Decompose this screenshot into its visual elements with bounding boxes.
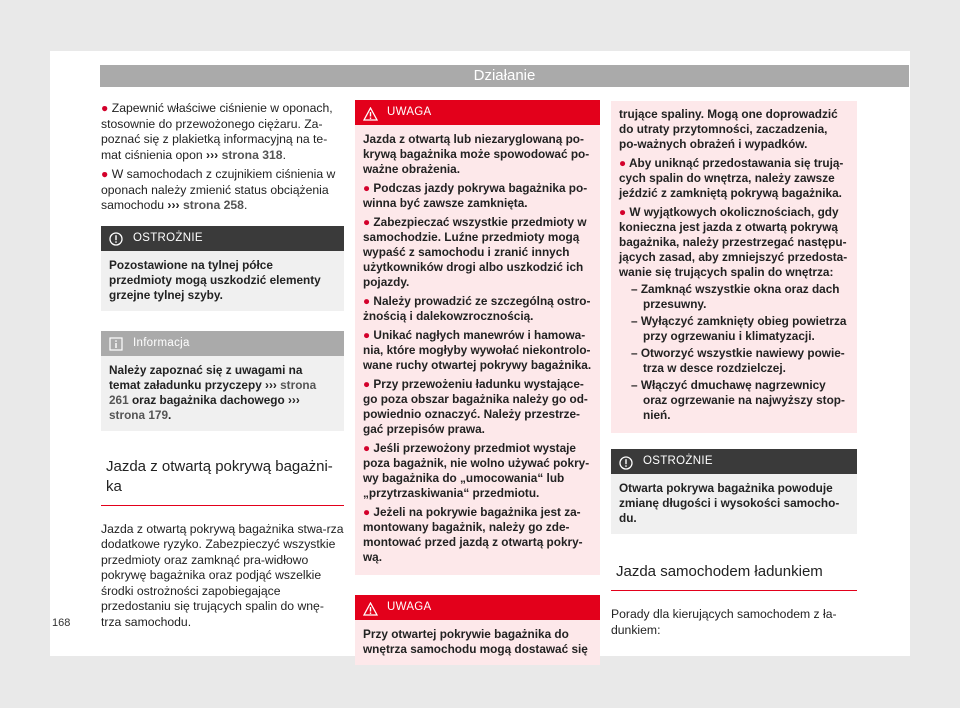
list-item: ● Należy prowadzić ze szczególną ostro-żnością i dalekowzrocznością. — [363, 294, 591, 323]
arrow-icon: ››› — [287, 392, 300, 407]
list-item: ● Zabezpieczać wszystkie przedmioty w samochodzie. Luźne przedmioty mogą wypaść z samochodu i zranić innych użytkowników drogi albo uszkodzić ich pojazdy. — [363, 215, 587, 289]
list-item: ● W wyjątkowych okolicznościach, gdy konieczna jest jazda z otwartą pokrywą bagażnika, należy przestrzegać następu-jących zasad, aby zmniejszyć przedosta-wanie się trujących spalin do wnętrza: — [619, 205, 848, 279]
column-2 — [355, 101, 600, 665]
caution-icon — [109, 231, 123, 245]
bullet-icon: ● — [363, 215, 371, 229]
arrow-icon: ››› — [206, 147, 219, 162]
page — [50, 51, 910, 656]
warning-icon — [363, 601, 377, 615]
caution-box — [611, 449, 857, 534]
list-item: ● Podczas jazdy pokrywa bagażnika po-winna być zawsze zamknięta. — [363, 181, 588, 210]
info-box — [101, 331, 344, 431]
bullet-icon: ● — [619, 205, 627, 219]
warning-header: UWAGA — [355, 595, 600, 620]
list-item: ● W samochodach z czujnikiem ciśnienia w oponach należy zmienić status obciążenia samochodu ››› strona 258. — [101, 167, 336, 212]
arrow-icon: ››› — [167, 198, 180, 212]
list-item: ● Zapewnić właściwe ciśnienie w oponach, stosownie do przewożonego ciężaru. Za-poznać się z plakietką informacyjną na te-mat ciśnienia opon ››› strona 318. — [101, 101, 333, 162]
warning-continued: trujące spaliny. Mogą one doprowadzić do utraty przytomności, zaczadzenia, po-ważnych obrażeń i wypadków. ● Aby uniknąć przedostawania się trują-cych spalin do wnętrza, należy zawsze jeździć z zamkniętą pokrywą bagażnika. ● W wyjątkowych okolicznościach, gdy konieczna jest jazda z otwartą pokrywą bagażnika, należy przestrzegać następu-jących zasad, aby zmniejszyć przedosta-wanie się trujących spalin do wnętrza: – Zamknąć wszystkie okna oraz dach przesuwny. – Wyłączyć zamknięty obieg powietrza przy ogrzewaniu i klimatyzacji. – Otworzyć wszystkie nawiewy powie-trza w desce rozdzielczej. – Włączyć dmuchawę nagrzewnicy oraz ogrzewanie na najwyższy stop-nień. — [611, 101, 857, 433]
caution-text: Otwarta pokrywa bagażnika powoduje zmianę długości i wysokości samocho-du. — [611, 474, 857, 534]
sub-item: – Włączyć dmuchawę nagrzewnicy oraz ogrzewanie na najwyższy stop-nień. — [631, 378, 845, 422]
bullet-icon: ● — [363, 328, 371, 342]
sub-item: – Zamknąć wszystkie okna oraz dach przesuwny. — [631, 282, 840, 311]
info-text: Należy zapoznać się z uwagami na temat załadunku przyczepy ››› strona 261 oraz bagażnika dachowego ››› strona 179. — [101, 356, 344, 431]
page-header: Działanie — [100, 65, 909, 87]
sub-item: – Otworzyć wszystkie nawiewy powie-trza w desce rozdzielczej. — [631, 346, 845, 375]
warning-icon — [363, 106, 377, 120]
page-link[interactable]: strona 318 — [221, 147, 283, 162]
caution-text: Pozostawione na tylnej półce przedmioty mogą uszkodzić elementy grzejne tylnej szyby. — [101, 251, 344, 311]
list-item: ● Jeżeli na pokrywie bagażnika jest za-montowany bagażnik, należy go zde-montować przed jazdą z otwartą pokry-wą. — [363, 505, 583, 564]
section-title: Jazda samochodem ładunkiem — [611, 562, 857, 591]
warning-header: UWAGA — [355, 100, 600, 125]
caution-icon — [619, 455, 633, 469]
list-item: ● Unikać nagłych manewrów i hamowa-nia, które mogłyby wywołać niekontrolo-wane ruchy otwartej pokrywy bagażnika. — [363, 328, 592, 372]
sub-item: – Wyłączyć zamknięty obieg powietrza przy ogrzewaniu i klimatyzacji. — [631, 314, 847, 343]
warning-text: Przy otwartej pokrywie bagażnika do wnętrza samochodu mogą dostawać się — [355, 620, 600, 665]
bullet-icon: ● — [101, 101, 109, 115]
arrow-icon: ››› — [265, 377, 277, 392]
page-link[interactable]: strona 179 — [109, 407, 169, 422]
section-body: Jazda z otwartą pokrywą bagażnika stwa-rza dodatkowe ryzyko. Zabezpieczyć wszystkie przedmioty oraz zamknąć pra-widłowo pokrywę bagażnika oraz podjąć wszelkie środki ostrożności zapobiegające przedostaniu się trujących spalin do wnę-trza samochodu. — [101, 521, 344, 629]
column-1 — [101, 101, 344, 630]
page-link[interactable]: strona 258 — [182, 198, 244, 212]
section-title: Jazda z otwartą pokrywą bagażni-ka — [101, 457, 344, 506]
list-item: ● Przy przewożeniu ładunku wystające-go poza obszar bagażnika należy go od-powiednio oznaczyć. Należy przestrze-gać przepisów prawa. — [363, 377, 588, 436]
list-item: ● Aby uniknąć przedostawania się trują-cych spalin do wnętrza, należy zawsze jeździć z zamkniętą pokrywą bagażnika. — [619, 156, 844, 200]
warning-box — [355, 100, 600, 575]
bullet-icon: ● — [619, 156, 627, 170]
info-icon — [109, 336, 123, 350]
info-header: Informacja — [101, 331, 344, 356]
warning-text: Jazda z otwartą lub niezaryglowaną po-krywą bagażnika może spowodować po-ważne obrażenia. ● Podczas jazdy pokrywa bagażnika po-winna być zawsze zamknięta. ● Zabezpieczać wszystkie przedmioty w samochodzie. Luźne przedmioty mogą wypaść z samochodu i zranić innych użytkowników drogi albo uszkodzić ich pojazdy. ● Należy prowadzić ze szczególną ostro-żnością i dalekowzrocznością. ● Unikać nagłych manewrów i hamowa-nia, które mogłyby wywołać niekontrolo-wane ruchy otwartej pokrywy bagażnika. ● Przy przewożeniu ładunku wystające-go poza obszar bagażnika należy go od-powiednio oznaczyć. Należy przestrze-gać przepisów prawa. ● Jeśli przewożony przedmiot wystaje poza bagażnik, nie wolno używać pokry-wy bagażnika do „umocowania“ lub „przytrzaskiwania“ przedmiotu. ● Jeżeli na pokrywie bagażnika jest za-montowany bagażnik, należy go zde-montować przed jazdą z otwartą pokry-wą. — [355, 125, 600, 575]
bullet-icon: ● — [363, 294, 371, 308]
caution-header: OSTROŻNIE — [611, 449, 857, 474]
warning-box — [355, 595, 600, 665]
bullet-icon: ● — [363, 441, 371, 455]
section-body: Porady dla kierujących samochodem z ła-dunkiem: — [611, 607, 837, 637]
page-link[interactable]: strona 261 — [109, 377, 317, 407]
page-number: 168 — [52, 617, 71, 629]
bullet-icon: ● — [363, 181, 371, 195]
caution-header: OSTROŻNIE — [101, 226, 344, 251]
bullet-icon: ● — [101, 167, 109, 181]
bullet-icon: ● — [363, 505, 371, 519]
column-3 — [611, 101, 857, 638]
list-item: ● Jeśli przewożony przedmiot wystaje poza bagażnik, nie wolno używać pokry-wy bagażnika do „umocowania“ lub „przytrzaskiwania“ przedmiotu. — [363, 441, 590, 500]
caution-box — [101, 226, 344, 311]
bullet-icon: ● — [363, 377, 371, 391]
